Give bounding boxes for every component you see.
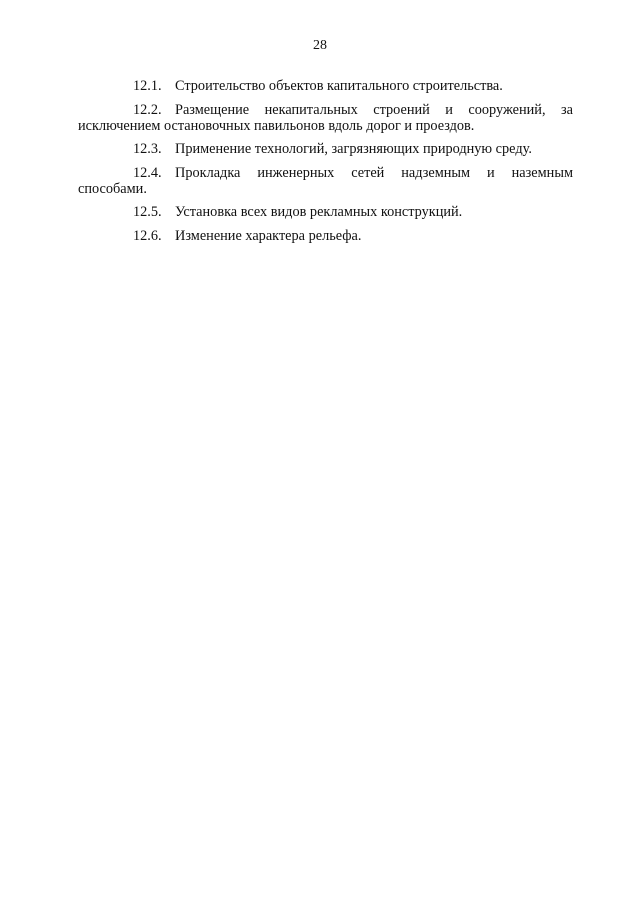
clause-number: 12.6. [133,227,162,244]
clause-12-2 [78,102,573,134]
clause-text: Прокладка инженерных сетей надземным и наземным способами. [78,164,573,197]
clause-number: 12.3. [133,141,162,157]
clause-12-6 [78,228,573,244]
clause-text: Установка всех видов рекламных конструкций. [175,204,463,220]
clause-list [78,78,573,251]
clause-12-3 [78,141,573,157]
clause-12-5 [78,204,573,220]
page-number: 28 [313,38,327,53]
clause-number: 12.4. [133,164,162,181]
clause-number: 12.2. [133,101,162,118]
clause-12-1 [78,78,573,94]
clause-text: Строительство объектов капитального строительства. [175,78,503,94]
clause-number: 12.1. [133,78,162,94]
clause-number: 12.5. [133,204,162,220]
clause-text: Размещение некапитальных строений и сооружений, за исключением остановочных павильонов вдоль дорог и проездов. [78,101,573,134]
clause-text: Изменение характера рельефа. [175,227,362,244]
clause-12-4 [78,165,573,197]
clause-text: Применение технологий, загрязняющих природную среду. [175,141,532,157]
